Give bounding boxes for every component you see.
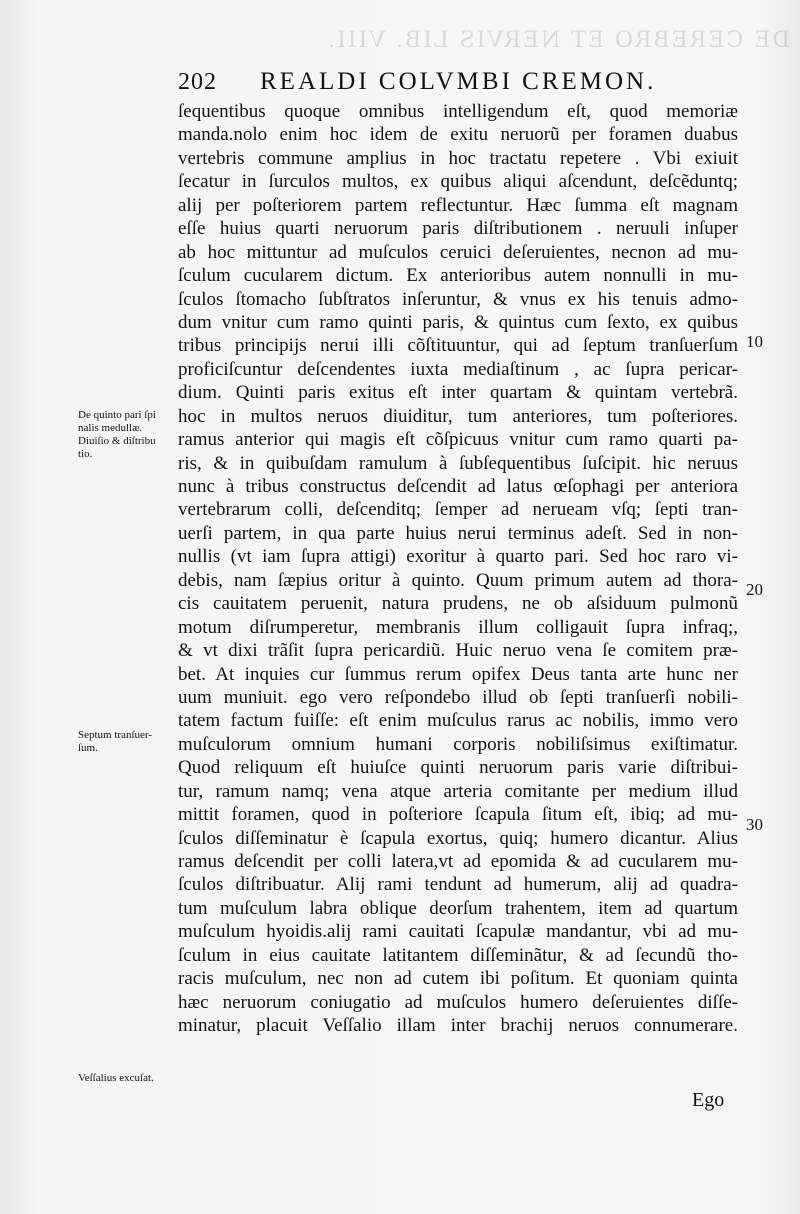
text-line: & vt dixi trãſit ſupra pericardiũ. Huic neruo vena ſe comitem præ- <box>178 640 738 662</box>
text-line: debis, nam ſæpius oritur à quinto. Quum primum autem ad thora- <box>178 569 738 591</box>
text-line: cis cauitatem peruenit, natura prudens, ne ob aſsiduum pulmonũ <box>178 593 738 615</box>
text-line: motum diſrumperetur, membranis illum colligauit ſupra infraq;, <box>178 616 738 638</box>
running-title: REALDI COLVMBI CREMON. <box>260 68 657 95</box>
text-line: racis muſculum, nec non ad cutem ibi poſitum. Et quoniam quinta <box>178 968 738 990</box>
text-line: dum vnitur cum ramo quinti paris, & quintus cum ſexto, ex quibus <box>178 311 738 333</box>
text-line: ſculos diſtribuatur. Alij rami tendunt ad humerum, alij ad quadra- <box>178 874 738 896</box>
text-line: hoc in multos neruos diuiditur, tum anteriores, tum poſteriores. <box>178 405 738 427</box>
page-number: 202 <box>178 69 217 95</box>
text-line: ramus deſcendit per colli latera,vt ad epomida & ad cucularem mu- <box>178 851 738 872</box>
margin-note-septum <box>78 729 178 755</box>
catchword: Ego <box>692 1089 725 1111</box>
text-line: hæc neruorum coniugatio ad muſculos humero deſeruientes diſſe- <box>178 991 738 1013</box>
margin-note-line: tio. <box>78 448 93 460</box>
line-number-30: 30 <box>746 815 763 834</box>
text-line: tatem factum fuiſſe: eſt enim muſculus rarus ac nobilis, immo vero <box>178 710 738 732</box>
line-number-10: 10 <box>746 332 763 351</box>
text-line: eſſe huius quarti neruorum paris diſtributionem . neruuli inſuper <box>178 218 738 240</box>
margin-note-line: Veſſalius excuſat. <box>78 1072 154 1084</box>
text-line: proficiſcuntur deſcendentes iuxta mediaſtinum , ac ſupra pericar- <box>178 358 738 380</box>
text-line: ſculos diſſeminatur è ſcapula exortus, quiq; humero dicantur. Alius <box>178 827 738 849</box>
text-line: nullis (vt iam ſupra attigi) exoritur à quarto pari. Sed hoc raro vi- <box>178 546 738 568</box>
text-line: vertebris commune amplius in hoc tractatu repetere . Vbi exiuit <box>178 147 738 169</box>
text-line: ſculum in eius cauitate latitantem diſſeminãtur, & ad ſecundũ tho- <box>178 944 738 966</box>
page-header <box>178 66 738 98</box>
text-line: mittit foramen, quod in poſteriore ſcapula ſitum eſt, ibiq; ad mu- <box>178 804 738 826</box>
text-line: ris, & in quibuſdam ramulum à ſubſequentibus ſuſcipit. hic neruus <box>178 452 738 474</box>
margin-note-line: Diuiſio & diſtribu <box>78 435 156 447</box>
text-line: muſculum hyoidis.alij rami cauitati ſcapulæ mandantur, vbi ad mu- <box>178 921 738 943</box>
text-line: ſequentibus quoque omnibus intelligendum eſt, quod memoriæ <box>178 101 738 122</box>
margin-note-line: ſum. <box>78 742 98 754</box>
text-line: tur, ramum namq; vena atque arteria comitante per medium illud <box>178 780 738 802</box>
text-line: manda.nolo enim hoc idem de exitu neruorũ per foramen duabus <box>178 124 738 146</box>
text-line: tum muſculum labra oblique deorſum trahentem, item ad quartum <box>178 897 738 919</box>
margin-note-vessalius <box>78 1072 178 1085</box>
body-text <box>178 100 738 1038</box>
text-line: ramus anterior qui magis eſt cõſpicuus vnitur cum ramo quarti pa- <box>178 429 738 451</box>
text-line: dium. Quinti paris exitus eſt inter quartam & quintam vertebrã. <box>178 382 738 404</box>
text-line: minatur, placuit Veſſalio illam inter brachij neruos connumerare. <box>178 1015 738 1037</box>
text-line: ſculum cucularem dictum. Ex anterioribus autem nonnulli in mu- <box>178 265 738 287</box>
line-number-20: 20 <box>746 580 763 599</box>
margin-note-line: nalis medullæ. <box>78 422 143 434</box>
text-line: alij per poſteriorem partem reflectuntur. Hæc ſumma eſt magnam <box>178 194 738 216</box>
text-line: Quod reliquum eſt huiuſce quinti neruorum paris varie diſtribui- <box>178 757 738 779</box>
text-line: tribus principijs nerui illi cõſtituuntur, qui ad ſeptum tranſuerſum <box>178 335 738 357</box>
text-line: uum muniuit. ego vero reſpondebo illud ob ſepti tranſuerſi nobili- <box>178 686 738 708</box>
text-line: vertebrarum colli, deſcenditq; ſemper ad nerueam vſq; ſepti tran- <box>178 499 738 521</box>
margin-note-line: De quinto pari ſpi <box>78 409 156 421</box>
margin-note-line: Septum tranſuer- <box>78 729 153 741</box>
bleed-through-text: DE CEREBRO ET NERVIS LIB. VIII. <box>326 28 790 53</box>
margin-note-quinto-pari <box>78 409 178 461</box>
text-line: ſculos ſtomacho ſubſtratos inſeruntur, & vnus ex his tenuis admo- <box>178 288 738 310</box>
text-line: ab hoc mittuntur ad muſculos ceruici deſeruientes, necnon ad mu- <box>178 241 738 263</box>
text-line: ſecatur in ſurculos multos, ex quibus aliqui aſcendunt, deſcẽduntq; <box>178 171 738 193</box>
text-line: bet. At inquies cur ſummus rerum opifex Deus tanta arte hunc ner <box>178 663 738 685</box>
text-line: uerſi partem, in qua parte huius nerui terminus adeſt. Sed in non- <box>178 522 738 544</box>
text-line: nunc à tribus constructus deſcendit ad latus œſophagi per anteriora <box>178 476 738 497</box>
text-line: muſculorum omnium humani corporis nobiliſsimus exiſtimatur. <box>178 733 738 755</box>
